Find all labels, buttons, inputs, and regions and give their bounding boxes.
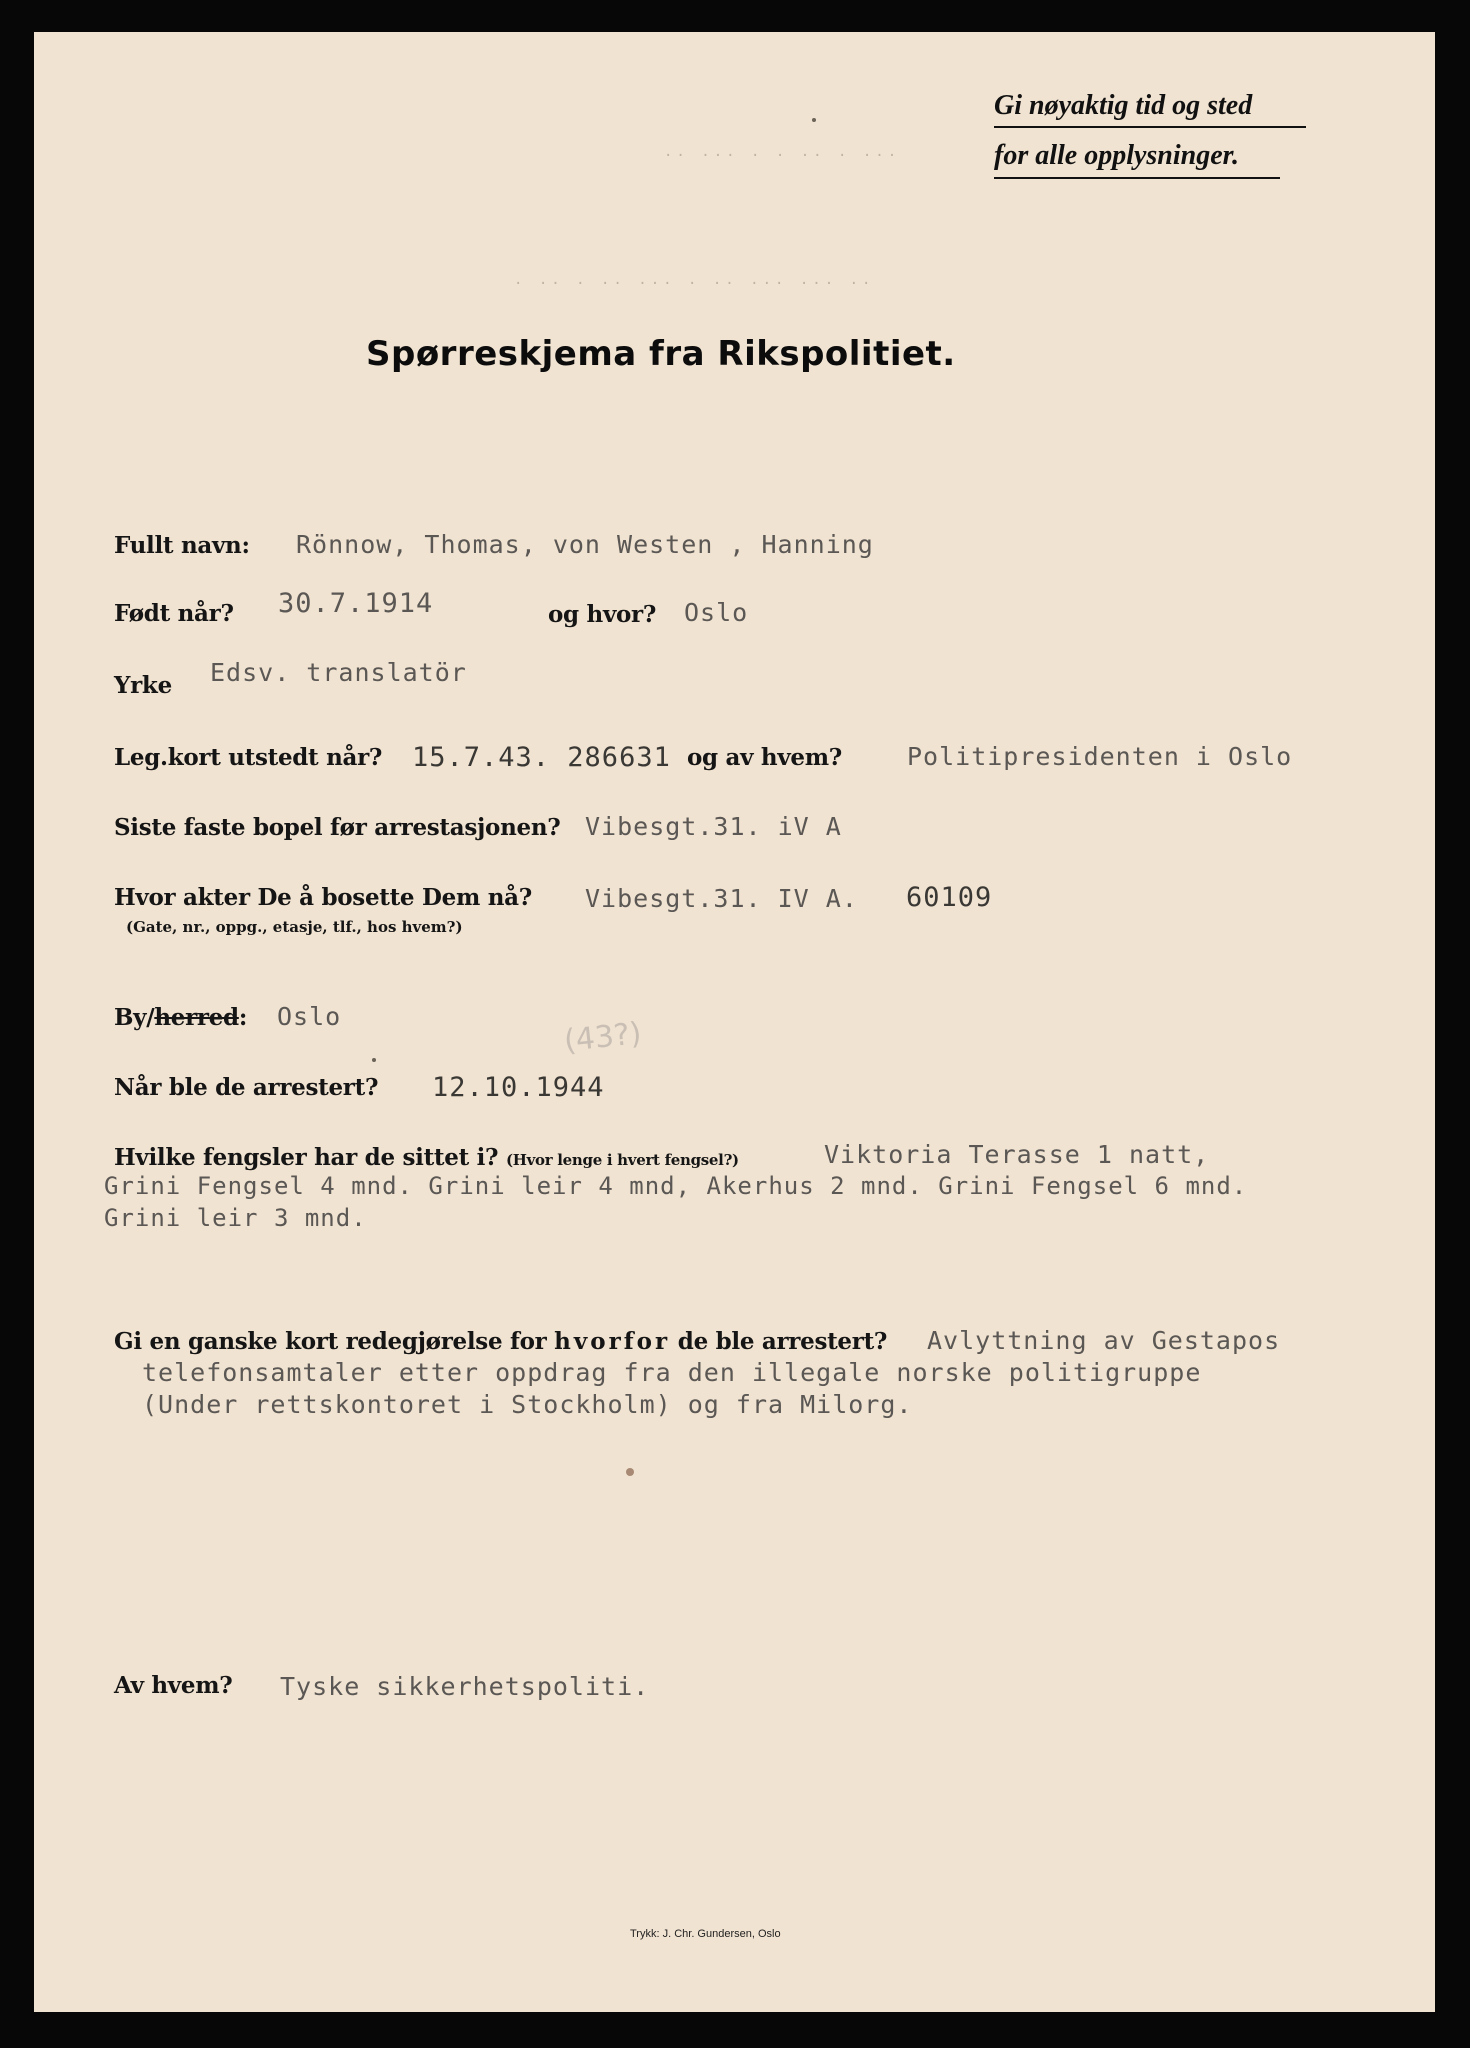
label-full-name: Fullt navn: [114,532,250,559]
label-occupation: Yrke [114,672,172,699]
ghost-marks: · ·· · ·· ··· · ·· ··· ··· ·· [514,276,875,292]
ghost-marks: ·· ··· · · ·· · ··· [664,148,901,164]
header-note-line1: Gi nøyaktig tid og sted [994,90,1253,121]
label-reason-post: de ble arrestert? [670,1328,888,1355]
value-settle-phone: 60109 [906,882,993,913]
label-reason [114,1328,887,1355]
ink-dot [372,1058,376,1062]
printer-footer: Trykk: J. Chr. Gundersen, Oslo [630,1928,781,1940]
value-born-where: Oslo [684,598,749,627]
value-by-whom: Tyske sikkerhetspoliti. [280,1672,650,1701]
label-born-where: og hvor? [548,601,657,628]
value-id-card: 15.7.43. 286631 [412,742,671,773]
pencil-note-arrest: (43?) [562,1016,644,1059]
ink-spot [626,1468,634,1476]
value-born-when: 30.7.1914 [278,588,434,619]
value-city: Oslo [277,1002,342,1031]
label-city [114,1004,247,1031]
label-arrested-when: Når ble de arrestert? [114,1074,379,1101]
label-prisons [114,1144,739,1171]
value-reason-line3: (Under rettskontoret i Stockholm) og fra Milorg. [142,1390,913,1419]
ink-dot [812,118,816,122]
value-full-name: Rönnow, Thomas, von Westen , Hanning [296,530,874,559]
value-arrested-when: 12.10.1944 [432,1072,605,1103]
label-city-prefix: By/ [114,1004,155,1031]
label-city-struck: herred [154,1004,239,1031]
sublabel-prisons: (Hvor lenge i hvert fengsel?) [505,1151,739,1169]
label-reason-pre: Gi en ganske kort redegjørelse for [114,1328,555,1355]
label-settle: Hvor akter De å bosette Dem nå? [114,884,532,911]
header-note-underline2 [994,177,1280,179]
page-title: Spørreskjema fra Rikspolitiet. [366,334,956,374]
document-page [34,32,1435,2012]
value-prisons-line3: Grini leir 3 mnd. [104,1204,367,1232]
value-prisons-line1: Viktoria Terasse 1 natt, [824,1140,1210,1169]
value-occupation: Edsv. translatör [210,658,467,687]
value-id-card-by: Politipresidenten i Oslo [907,742,1293,771]
value-settle: Vibesgt.31. IV A. [585,884,858,913]
value-reason-line2: telefonsamtaler etter oppdrag fra den illegale norske politigruppe [142,1358,1202,1387]
value-prisons-line2: Grini Fengsel 4 mnd. Grini leir 4 mnd, Akerhus 2 mnd. Grini Fengsel 6 mnd. [104,1172,1248,1200]
label-prisons-main: Hvilke fengsler har de sittet i? [114,1144,499,1171]
label-city-suffix: : [238,1004,248,1031]
header-note-underline1 [994,126,1306,128]
value-reason-line1: Avlyttning av Gestapos [927,1326,1281,1355]
label-last-address: Siste faste bopel før arrestasjonen? [114,814,561,841]
header-note-line2: for alle opplysninger. [994,140,1240,171]
label-id-card: Leg.kort utstedt når? [114,744,383,771]
label-id-card-by: og av hvem? [687,744,842,771]
value-last-address: Vibesgt.31. iV A [585,812,842,841]
sublabel-settle: (Gate, nr., oppg., etasje, tlf., hos hvem?) [126,918,463,936]
label-reason-emphasis: hvorfor [554,1328,671,1355]
label-by-whom: Av hvem? [114,1672,233,1699]
label-born-when: Født når? [114,600,234,627]
